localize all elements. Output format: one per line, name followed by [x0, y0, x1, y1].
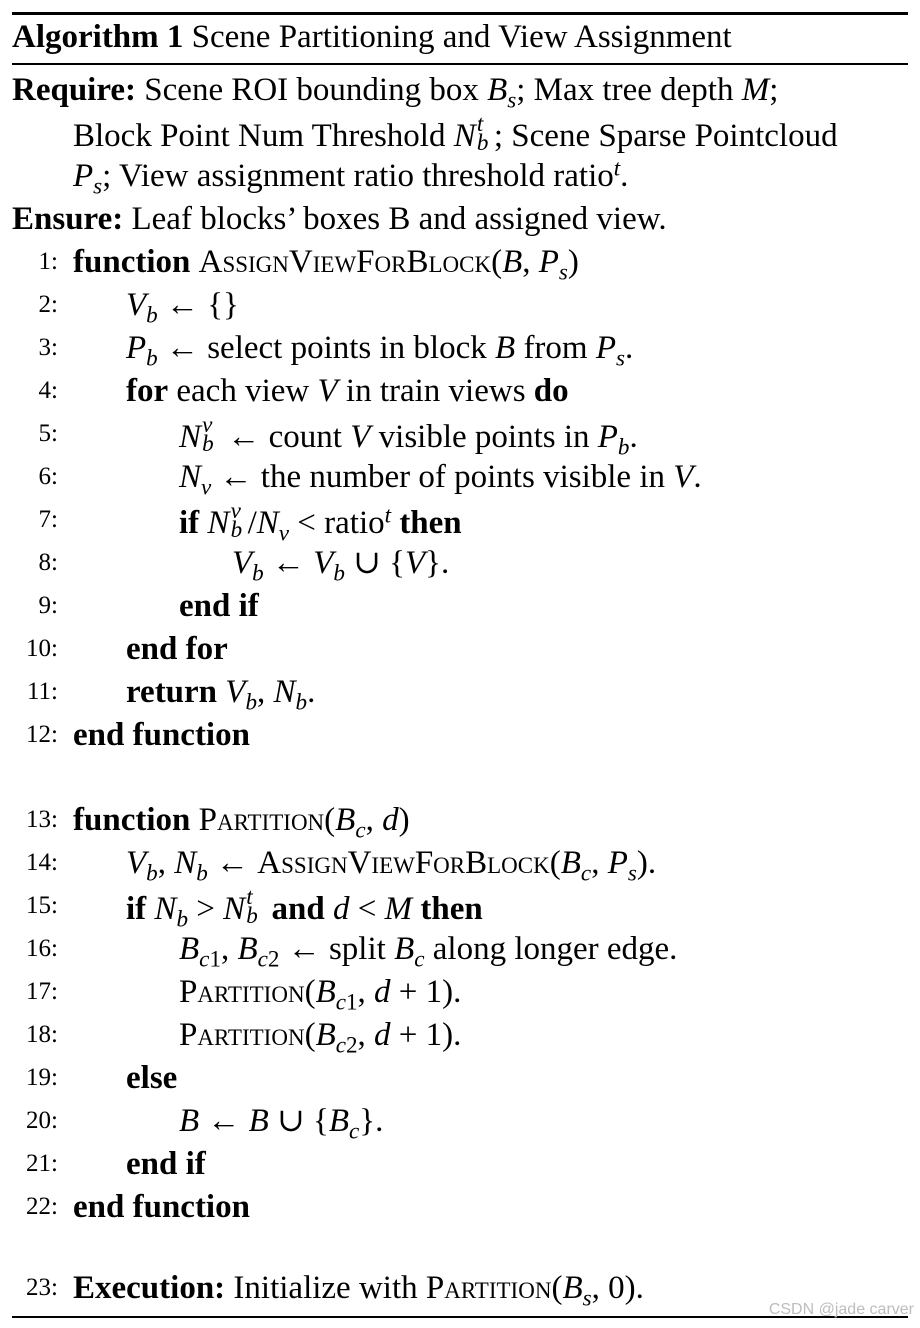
require-text: ; View assignment ratio threshold ratio — [102, 158, 614, 194]
line-number: 3: — [38, 334, 58, 361]
keyword: if — [126, 891, 147, 927]
line-number: 6: — [38, 463, 58, 490]
line-number: 17: — [26, 978, 58, 1005]
algorithm-line: 3: $P_b$ ← select points in block B from $P_s$. — [12, 328, 912, 368]
algorithm-line — [12, 1058, 912, 1098]
keyword: return — [126, 674, 218, 710]
require-text: Block Point Num Threshold — [73, 118, 446, 154]
algorithm-line: 5: N v b ← count V visible points in $P_b$. — [12, 414, 912, 454]
algorithm-label: Algorithm 1 — [12, 19, 184, 55]
require-label: Require: — [12, 72, 137, 108]
line-number: 13: — [26, 806, 58, 833]
procedure-name: Partition — [179, 974, 305, 1010]
require-line-2: Block Point Num Threshold N t b ; Scene Sparse Pointcloud — [73, 110, 838, 155]
caption-rule — [12, 63, 908, 65]
algorithm-line: 17: $Partition(B_{c1}$, d + 1). — [12, 972, 912, 1012]
line-number: 16: — [26, 935, 58, 962]
watermark: CSDN @jade carver — [768, 1301, 914, 1318]
keyword: if — [179, 505, 200, 541]
line-number: 19: — [26, 1064, 58, 1091]
keyword: Execution: — [73, 1270, 226, 1306]
statement-text: select points in block — [207, 330, 487, 366]
line-number: 20: — [26, 1107, 58, 1134]
require-line-3: $P_s$; View assignment ratio threshold ratio$^t$. — [73, 154, 629, 199]
statement-text: count — [268, 419, 342, 455]
line-number: 12: — [26, 721, 58, 748]
statement-text: the number of points visible in — [260, 459, 665, 495]
algorithm-line: 6: $N_v$ ← the number of points visible in V. — [12, 457, 912, 497]
procedure-name: Partition — [425, 1270, 552, 1306]
keyword: then — [399, 505, 462, 541]
require-text: ; Scene Sparse Pointcloud — [493, 118, 838, 154]
procedure-name: Partition — [198, 802, 325, 838]
algorithm-caption — [12, 15, 732, 59]
algorithm-line: 2: $V_b$ ← {} — [12, 285, 912, 325]
algorithm-line: 16: $B_{c1}$, $B_{c2}$ ← split $B_c$ along longer edge. — [12, 929, 912, 969]
require-text: Scene ROI bounding box — [144, 72, 479, 108]
procedure-name: AssignViewForBlock — [198, 244, 492, 280]
line-number: 23: — [26, 1274, 58, 1301]
require-line-1: Require: Scene ROI bounding box $B_s$; Max tree depth M; — [12, 72, 779, 113]
algorithm-line — [12, 1187, 912, 1227]
keyword: end function — [73, 717, 250, 753]
algorithm-line: 11: return $V_b$, $N_b$. — [12, 672, 912, 712]
statement-text: each view — [176, 373, 310, 409]
statement-text: visible points in — [378, 419, 590, 455]
ensure-line — [12, 199, 912, 239]
line-number: 4: — [38, 377, 58, 404]
procedure-name: AssignViewForBlock — [257, 845, 550, 881]
line-number: 10: — [26, 635, 58, 662]
line-number: 8: — [38, 549, 58, 576]
ensure-label: Ensure: — [12, 201, 124, 237]
line-number: 1: — [38, 248, 58, 275]
line-number: 14: — [26, 849, 58, 876]
procedure-name: Partition — [179, 1017, 305, 1053]
ensure-text: Leaf blocks’ boxes B and assigned view. — [131, 201, 667, 237]
line-number: 22: — [26, 1193, 58, 1220]
statement-text: Initialize with — [233, 1270, 418, 1306]
line-number: 9: — [38, 592, 58, 619]
keyword: end for — [126, 631, 228, 667]
line-number: 5: — [38, 420, 58, 447]
algorithm-line — [12, 629, 912, 669]
keyword: and — [271, 891, 325, 927]
require-text: ; Max tree depth — [516, 72, 734, 108]
keyword: then — [420, 891, 483, 927]
keyword: function — [73, 244, 191, 280]
algorithm-line: 20: B ← B ∪ $\{B_c\}$. — [12, 1101, 912, 1141]
algorithm-line — [12, 1144, 912, 1184]
keyword: do — [533, 373, 569, 409]
statement-text: in train views — [345, 373, 526, 409]
line-number: 11: — [26, 678, 58, 705]
algorithm-line: 14: $V_b$, $N_b$ ← $AssignViewForBlock(B_c$, $P_s$). — [12, 843, 912, 883]
algorithm-line: 23: Execution: Initialize with $Partition(B_s$, 0). — [12, 1268, 912, 1308]
algorithm-line: 1: function AssignViewForBlock(B, $P_s$) — [12, 242, 912, 282]
line-number: 15: — [26, 892, 58, 919]
algorithm-line: 13: function $Partition(B_c$, d) — [12, 800, 912, 840]
line-number: 7: — [38, 506, 58, 533]
line-number: 18: — [26, 1021, 58, 1048]
keyword: function — [73, 802, 191, 838]
algorithm-line: 18: $Partition(B_{c2}$, d + 1). — [12, 1015, 912, 1055]
keyword: for — [126, 373, 169, 409]
algorithm-title: Scene Partitioning and View Assignment — [191, 19, 732, 55]
statement-text: ratio — [324, 505, 385, 541]
statement-text: from — [523, 330, 588, 366]
statement-text: split — [328, 931, 386, 967]
algorithm-line: 15: if $N_b > N$ t b and d < M then — [12, 886, 912, 926]
algorithm-line — [12, 715, 912, 755]
algorithm-line: 8: $V_b$ ← $V_b$ ∪ {V}. — [12, 543, 912, 583]
algorithm-line: 7: if N v b $/N_v$ < ratio$^t$ then — [12, 500, 912, 540]
keyword: end function — [73, 1189, 250, 1225]
keyword: else — [126, 1060, 178, 1096]
line-number: 21: — [26, 1150, 58, 1177]
keyword: end if — [126, 1146, 206, 1182]
keyword: end if — [179, 588, 259, 624]
algorithm-line — [12, 586, 912, 626]
line-number: 2: — [38, 291, 58, 318]
algorithm-line: 4: for each view V in train views do — [12, 371, 912, 411]
statement-text: along longer edge. — [432, 931, 678, 967]
